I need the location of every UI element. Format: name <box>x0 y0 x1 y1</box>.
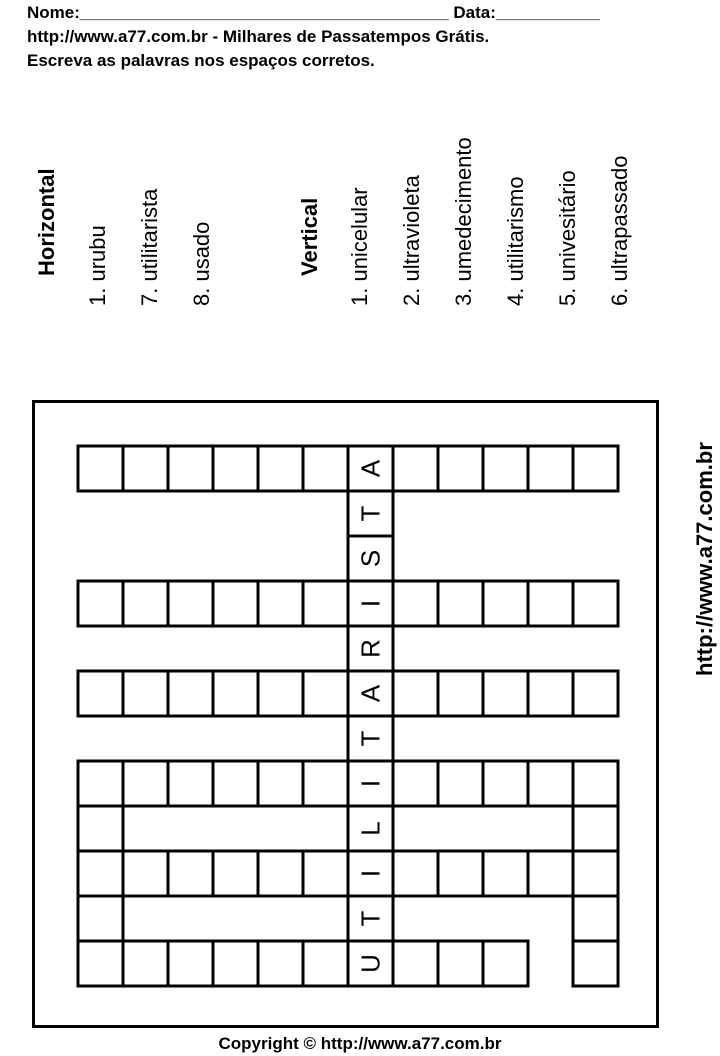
vertical-title: Vertical <box>297 197 322 276</box>
grid-cell[interactable] <box>123 941 168 986</box>
grid-cell[interactable] <box>438 581 483 626</box>
grid-cell[interactable] <box>393 581 438 626</box>
name-date-line: Nome:_______________________________________ Data:___________ <box>27 3 600 22</box>
grid-letter: I <box>355 779 386 788</box>
grid-cell[interactable] <box>168 941 213 986</box>
grid-letter: A <box>355 684 386 703</box>
horizontal-clue-3: 8. usado <box>189 221 214 306</box>
grid-cell[interactable] <box>258 581 303 626</box>
grid-cell[interactable] <box>573 581 618 626</box>
grid-cell[interactable] <box>78 446 123 491</box>
grid-cell[interactable] <box>528 671 573 716</box>
grid-cell[interactable] <box>303 761 348 806</box>
grid-cell[interactable] <box>78 581 123 626</box>
grid-cell[interactable] <box>213 761 258 806</box>
grid-cell[interactable] <box>123 446 168 491</box>
grid-cell[interactable] <box>258 671 303 716</box>
footer-copyright: Copyright © http://www.a77.com.br <box>218 1034 502 1053</box>
grid-cell[interactable] <box>393 761 438 806</box>
grid-letter: L <box>355 821 386 836</box>
grid-cell[interactable] <box>168 671 213 716</box>
grid-cell[interactable] <box>258 941 303 986</box>
grid-cell[interactable] <box>258 851 303 896</box>
grid-cell[interactable] <box>303 941 348 986</box>
grid-cell[interactable] <box>528 581 573 626</box>
vertical-clue-3: 3. umedecimento <box>451 137 476 306</box>
grid-cell[interactable] <box>123 671 168 716</box>
horizontal-clue-1: 1. urubu <box>85 225 110 306</box>
grid-cell[interactable] <box>393 941 438 986</box>
grid-cell[interactable] <box>213 851 258 896</box>
instruction-line: Escreva as palavras nos espaços corretos. <box>27 51 375 70</box>
grid-cell[interactable] <box>78 806 123 851</box>
grid-letter: A <box>355 459 386 478</box>
grid-cell[interactable] <box>393 671 438 716</box>
grid-cell[interactable] <box>573 761 618 806</box>
grid-cell[interactable] <box>438 446 483 491</box>
grid-cell[interactable] <box>258 761 303 806</box>
grid-cell[interactable] <box>303 671 348 716</box>
grid-letter: R <box>355 639 386 658</box>
grid-cell[interactable] <box>573 941 618 986</box>
vertical-clue-2: 2. ultravioleta <box>399 175 424 306</box>
grid-cell[interactable] <box>168 581 213 626</box>
grid-cell[interactable] <box>528 761 573 806</box>
grid-cell[interactable] <box>438 941 483 986</box>
grid-cell[interactable] <box>213 446 258 491</box>
grid-cell[interactable] <box>123 581 168 626</box>
grid-cell[interactable] <box>78 896 123 941</box>
grid-letter: S <box>355 549 386 568</box>
grid-cell[interactable] <box>78 851 123 896</box>
vertical-clue-4: 4. utilitarismo <box>503 176 528 306</box>
grid-cell[interactable] <box>528 851 573 896</box>
grid-cell[interactable] <box>438 761 483 806</box>
vertical-clue-5: 5. univesitário <box>555 170 580 306</box>
grid-cell[interactable] <box>573 446 618 491</box>
vertical-clue-1: 1. unicelular <box>347 187 372 306</box>
horizontal-title: Horizontal <box>34 168 59 276</box>
grid-cell[interactable] <box>573 851 618 896</box>
grid-letter: I <box>355 599 386 608</box>
grid-cell[interactable] <box>483 851 528 896</box>
grid-cell[interactable] <box>213 941 258 986</box>
grid-cell[interactable] <box>573 806 618 851</box>
side-url: http://www.a77.com.br <box>692 442 717 676</box>
grid-cell[interactable] <box>213 671 258 716</box>
grid-cell[interactable] <box>78 941 123 986</box>
grid-cell[interactable] <box>123 851 168 896</box>
grid-cell[interactable] <box>168 446 213 491</box>
grid-cell[interactable] <box>303 446 348 491</box>
grid-cell[interactable] <box>528 446 573 491</box>
grid-letter: T <box>355 505 386 522</box>
site-line: http://www.a77.com.br - Milhares de Passatempos Grátis. <box>27 27 490 46</box>
grid-cell[interactable] <box>483 446 528 491</box>
grid-cell[interactable] <box>483 581 528 626</box>
grid-cell[interactable] <box>168 761 213 806</box>
grid-letter: T <box>355 910 386 927</box>
grid-cell[interactable] <box>438 851 483 896</box>
grid-cell[interactable] <box>483 761 528 806</box>
grid-letter: T <box>355 730 386 747</box>
grid-cell[interactable] <box>123 761 168 806</box>
grid-cell[interactable] <box>573 671 618 716</box>
grid-cell[interactable] <box>213 581 258 626</box>
grid-letter: I <box>355 869 386 878</box>
grid-letter: U <box>355 954 386 973</box>
grid-cell[interactable] <box>393 851 438 896</box>
grid-cell[interactable] <box>78 761 123 806</box>
vertical-clue-6: 6. ultrapassado <box>607 155 632 306</box>
grid-cell[interactable] <box>258 446 303 491</box>
grid-cell[interactable] <box>78 671 123 716</box>
grid-cell[interactable] <box>303 581 348 626</box>
horizontal-clue-2: 7. utilitarista <box>137 188 162 306</box>
grid-cell[interactable] <box>483 671 528 716</box>
grid-cell[interactable] <box>303 851 348 896</box>
grid-cell[interactable] <box>438 671 483 716</box>
grid-cell[interactable] <box>393 446 438 491</box>
grid-cell[interactable] <box>168 851 213 896</box>
grid-cell[interactable] <box>483 941 528 986</box>
grid-cell[interactable] <box>573 896 618 941</box>
